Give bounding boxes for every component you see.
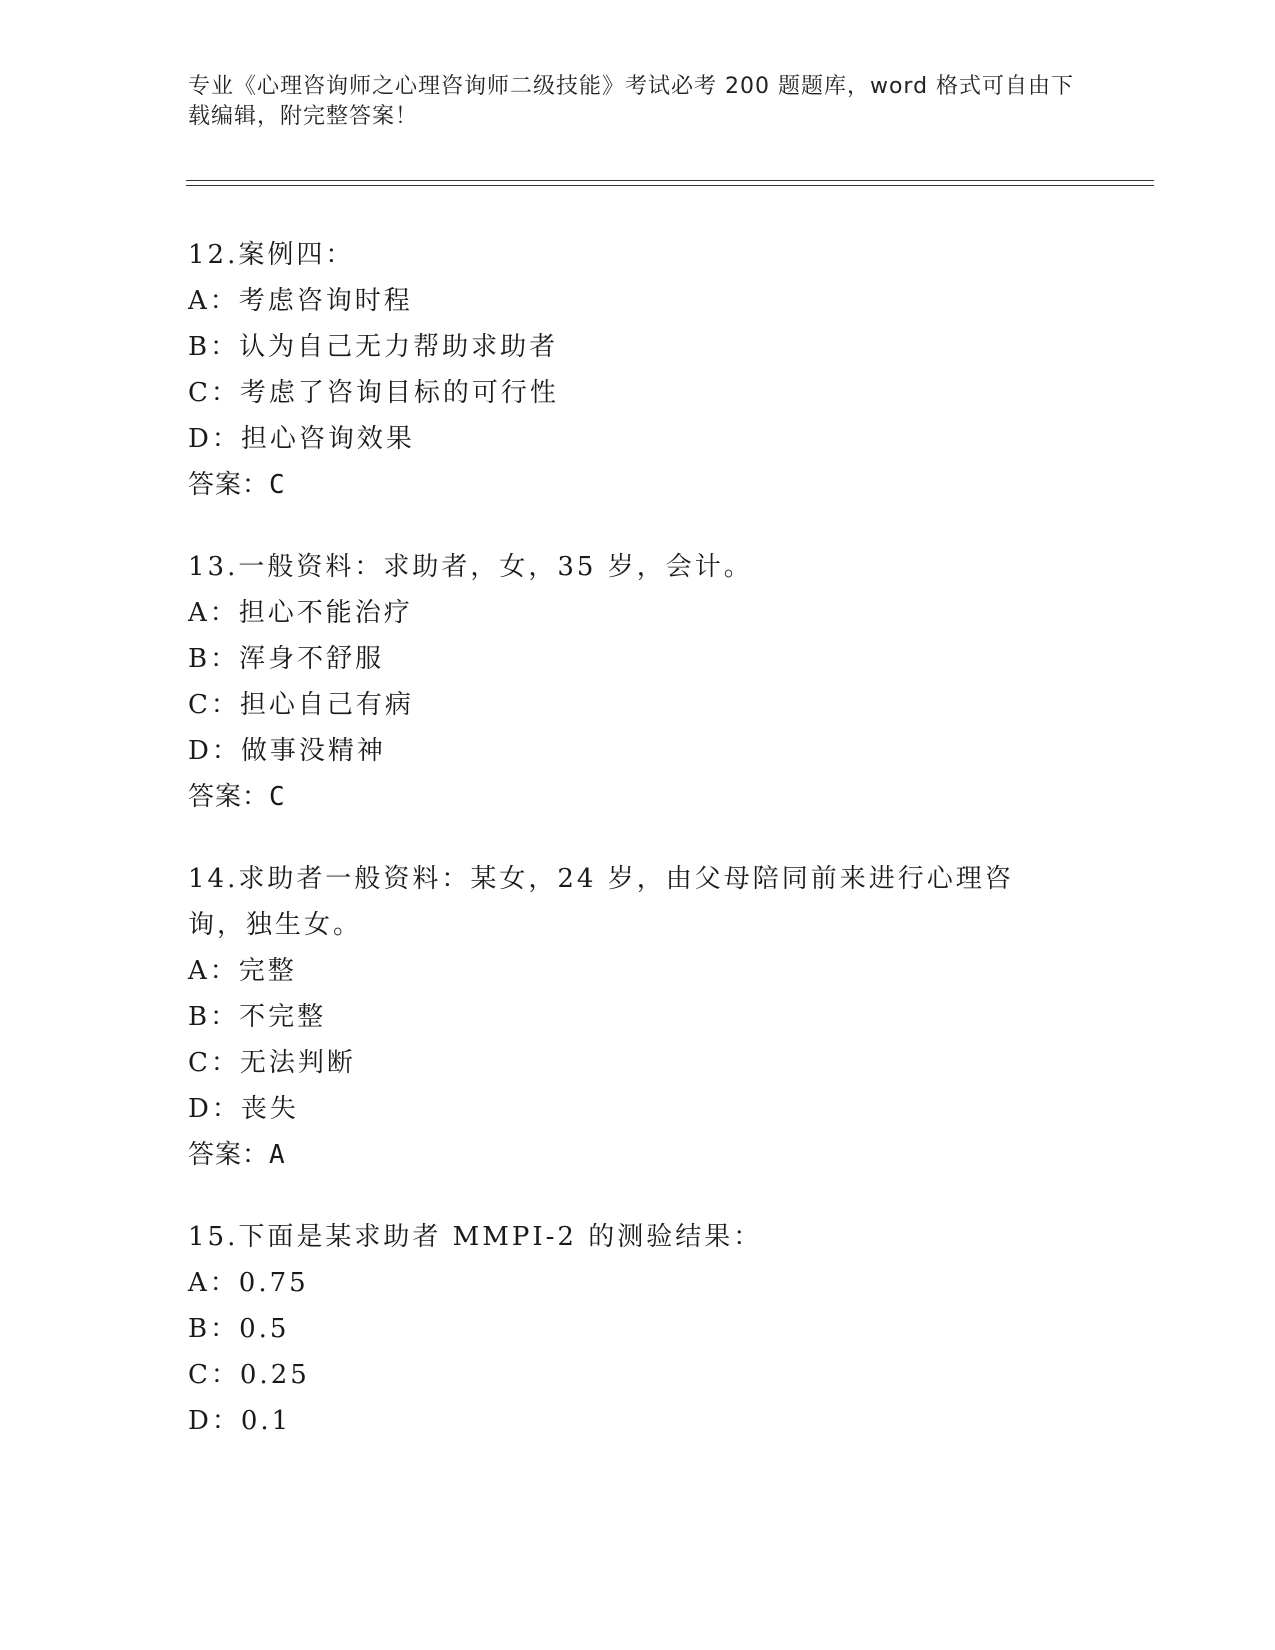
question-stem: 13.一般资料：求助者，女，35 岁，会计。: [188, 552, 753, 582]
answer-line: [188, 774, 1108, 820]
option-b: B：不完整: [188, 1002, 327, 1032]
option-a: A：完整: [188, 956, 297, 986]
question-14: [188, 856, 1108, 1178]
option-a: A：担心不能治疗: [188, 598, 413, 628]
question-stem: 14.求助者一般资料：某女，24 岁，由父母陪同前来进行心理咨询，独生女。: [188, 864, 1014, 940]
question-15: [188, 1214, 1108, 1444]
answer-line: [188, 462, 1108, 508]
header-divider-top: [186, 180, 1154, 181]
option-c: C：担心自己有病: [188, 690, 414, 720]
header-divider-bottom: [186, 185, 1154, 186]
option-d: D：丧失: [188, 1094, 299, 1124]
answer-line: [188, 1132, 1108, 1178]
answer-prefix: 答案：: [188, 782, 270, 812]
question-stem: 15.下面是某求助者 MMPI-2 的测验结果：: [188, 1222, 763, 1252]
answer-value: C: [269, 470, 286, 500]
question-13: [188, 544, 1108, 820]
answer-prefix: 答案：: [188, 470, 270, 500]
option-a: A：0.75: [188, 1268, 309, 1298]
question-12: [188, 232, 1108, 508]
option-d: D：担心咨询效果: [188, 424, 415, 454]
answer-prefix: 答案：: [188, 1140, 270, 1170]
option-b: B：浑身不舒服: [188, 644, 385, 674]
option-d: D：做事没精神: [188, 736, 386, 766]
answer-value: C: [269, 782, 286, 812]
option-c: C：0.25: [188, 1360, 310, 1390]
option-b: B：认为自己无力帮助求助者: [188, 332, 559, 362]
option-a: A：考虑咨询时程: [188, 286, 413, 316]
option-d: D：0.1: [188, 1406, 292, 1436]
option-c: C：考虑了咨询目标的可行性: [188, 378, 559, 408]
question-stem: 12.案例四：: [188, 240, 355, 270]
option-b: B：0.5: [188, 1314, 290, 1344]
answer-value: A: [269, 1140, 286, 1170]
option-c: C：无法判断: [188, 1048, 356, 1078]
document-intro: 专业《心理咨询师之心理咨询师二级技能》考试必考 200 题题库，word 格式可自由下载编辑，附完整答案！: [188, 74, 1075, 129]
